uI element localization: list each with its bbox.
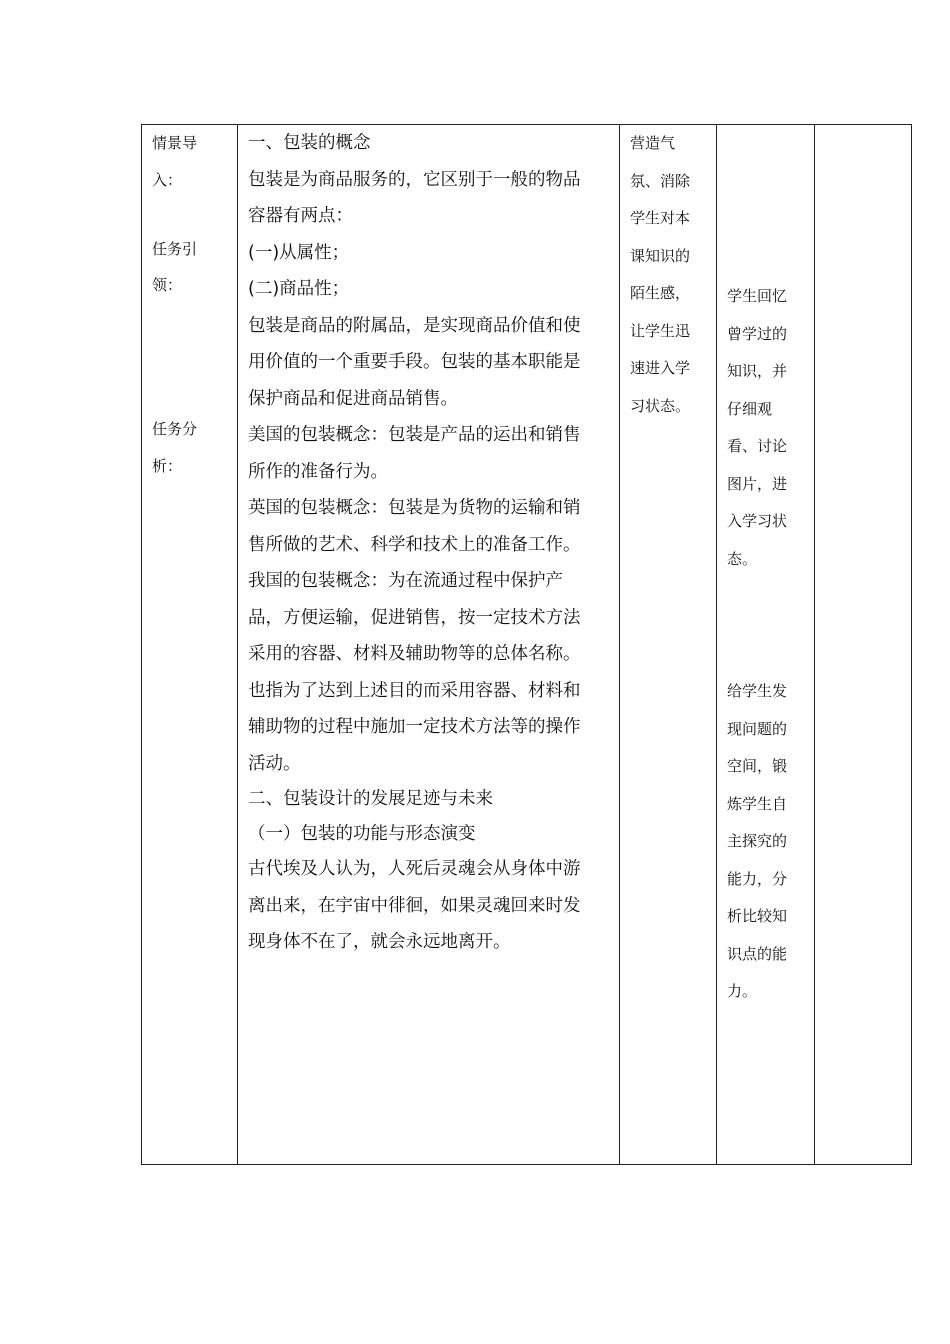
design-purpose-block xyxy=(727,673,807,1011)
intent-line: 营造气 xyxy=(630,134,676,152)
purpose-line: 现问题的 xyxy=(727,719,788,738)
column-divider xyxy=(814,125,815,1164)
intent-line: 陌生感， xyxy=(630,284,691,302)
intent-line: 课知识的 xyxy=(630,246,691,265)
content-line: (二)商品性； xyxy=(248,279,350,299)
purpose-line: 识点的能 xyxy=(727,944,788,963)
content-line: 离出来，在宇宙中徘徊，如果灵魂回来时发 xyxy=(248,895,581,916)
content-line: 用价值的一个重要手段。包装的基本职能是 xyxy=(248,352,581,372)
intent-line: 让学生迅 xyxy=(630,321,691,340)
content-line: 现身体不在了，就会永远地离开。 xyxy=(248,932,511,952)
student-activity-block xyxy=(727,278,807,578)
content-line: (一)从属性； xyxy=(248,242,350,263)
intent-line: 速进入学 xyxy=(630,359,691,377)
activity-line: 态。 xyxy=(727,549,758,568)
content-line: 保护商品和促进商品销售。 xyxy=(248,388,458,409)
content-line: 所作的准备行为。 xyxy=(248,461,388,482)
purpose-line: 空间，锻 xyxy=(727,757,788,775)
content-line: 容器有两点： xyxy=(248,206,353,226)
content-column xyxy=(248,125,614,961)
content-line: 美国的包装概念：包装是产品的运出和销售 xyxy=(248,425,581,445)
activity-line: 知识，并 xyxy=(727,362,788,380)
column-divider xyxy=(237,125,238,1164)
purpose-line: 能力，分 xyxy=(727,869,788,888)
content-line: 也指为了达到上述目的而采用容器、材料和 xyxy=(248,680,581,701)
content-line: 售所做的艺术、科学和技术上的准备工作。 xyxy=(248,534,581,555)
stage-column xyxy=(152,125,232,484)
content-line: 品，方便运输，促进销售，按一定技术方法 xyxy=(248,607,581,628)
activity-line: 曾学过的 xyxy=(727,324,788,343)
activity-line: 图片，进 xyxy=(727,474,788,493)
section-heading: 二、包装设计的发展足迹与未来 xyxy=(248,789,493,809)
content-line: 英国的包装概念：包装是为货物的运输和销 xyxy=(248,498,581,518)
lesson-plan-table xyxy=(141,124,912,1165)
activity-line: 看、讨论 xyxy=(727,437,788,455)
column-divider xyxy=(716,125,717,1164)
purpose-line: 主探究的 xyxy=(727,832,788,850)
stage-line: 任务引 xyxy=(152,239,198,258)
intent-line: 习状态。 xyxy=(630,396,691,415)
purpose-line: 给学生发 xyxy=(727,682,788,700)
content-line: 活动。 xyxy=(248,753,301,774)
intent-line: 学生对本 xyxy=(630,209,691,227)
content-line: 我国的包装概念：为在流通过程中保护产 xyxy=(248,571,563,591)
purpose-line: 析比较知 xyxy=(727,907,788,925)
column-divider xyxy=(619,125,620,1164)
activity-line: 入学习状 xyxy=(727,512,788,530)
subsection-heading: （一）包装的功能与形态演变 xyxy=(248,823,476,844)
stage-line: 入： xyxy=(152,170,183,189)
activity-line: 仔细观 xyxy=(727,399,773,418)
intent-line: 氛、消除 xyxy=(630,171,691,190)
content-line: 采用的容器、材料及辅助物等的总体名称。 xyxy=(248,644,581,664)
purpose-line: 炼学生自 xyxy=(727,794,788,813)
content-line: 包装是商品的附属品，是实现商品价值和使 xyxy=(248,315,581,336)
activity-line: 学生回忆 xyxy=(727,287,788,305)
stage-line: 析： xyxy=(152,456,183,475)
stage-line: 情景导 xyxy=(152,134,198,152)
design-intent-column xyxy=(630,125,710,425)
content-line: 古代埃及人认为，人死后灵魂会从身体中游 xyxy=(248,859,581,879)
content-line: 辅助物的过程中施加一定技术方法等的操作 xyxy=(248,717,581,737)
content-line: 一、包装的概念 xyxy=(248,133,371,153)
purpose-line: 力。 xyxy=(727,982,758,1000)
content-line: 包装是为商品服务的，它区别于一般的物品 xyxy=(248,169,581,190)
stage-line: 领： xyxy=(152,276,183,294)
stage-line: 任务分 xyxy=(152,420,198,438)
